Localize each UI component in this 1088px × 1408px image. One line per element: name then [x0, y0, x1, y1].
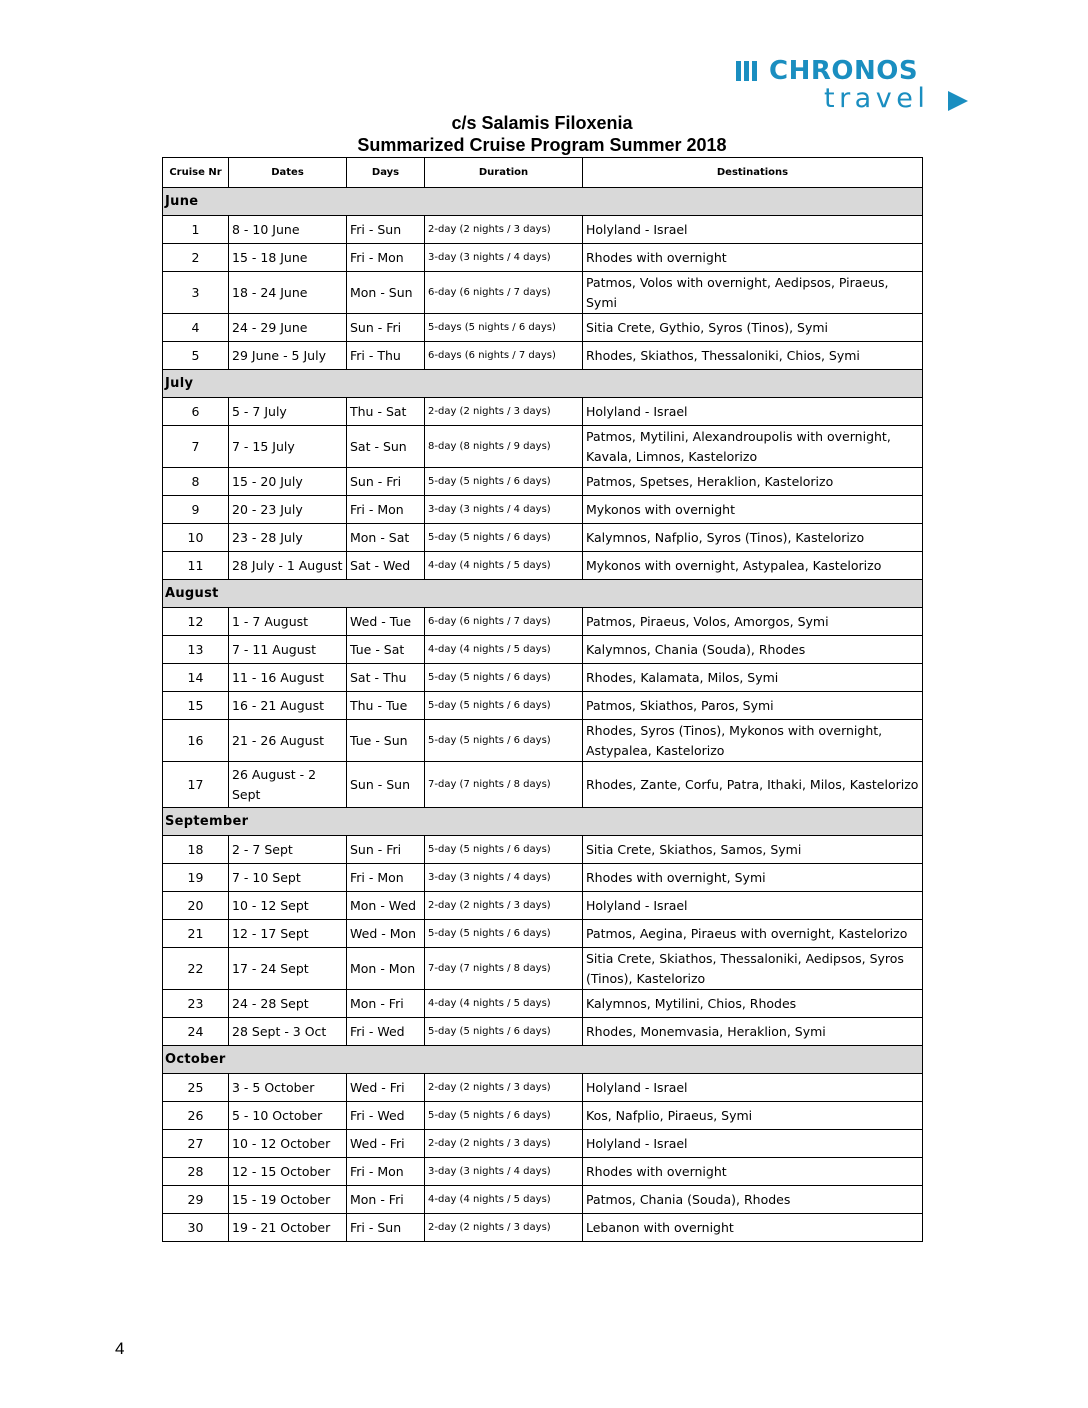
dates-cell: 15 - 19 October — [229, 1186, 347, 1214]
duration-cell: 8-day (8 nights / 9 days) — [425, 426, 583, 468]
dates-cell: 2 - 7 Sept — [229, 836, 347, 864]
table-row — [163, 664, 923, 692]
cruise-nr-cell: 11 — [163, 552, 229, 580]
dates-cell: 29 June - 5 July — [229, 342, 347, 370]
month-row-august — [163, 580, 923, 608]
duration-cell: 5-day (5 nights / 6 days) — [425, 1018, 583, 1046]
cruise-nr-cell: 13 — [163, 636, 229, 664]
table-row — [163, 1074, 923, 1102]
table-row — [163, 342, 923, 370]
chronos-travel-logo — [736, 56, 976, 116]
dates-cell: 15 - 18 June — [229, 244, 347, 272]
cruise-nr-cell: 8 — [163, 468, 229, 496]
dates-cell: 7 - 10 Sept — [229, 864, 347, 892]
cruise-nr-cell: 23 — [163, 990, 229, 1018]
days-cell: Wed - Mon — [347, 920, 425, 948]
dates-cell: 7 - 11 August — [229, 636, 347, 664]
cruise-nr-cell: 29 — [163, 1186, 229, 1214]
table-row — [163, 864, 923, 892]
cruise-nr-cell: 6 — [163, 398, 229, 426]
days-cell: Fri - Thu — [347, 342, 425, 370]
duration-cell: 3-day (3 nights / 4 days) — [425, 244, 583, 272]
page-number: 4 — [115, 1339, 125, 1358]
table-row — [163, 720, 923, 762]
table-row — [163, 762, 923, 808]
header-destinations: Destinations — [583, 158, 923, 188]
destinations-cell: Kalymnos, Nafplio, Syros (Tinos), Kastelorizo — [583, 524, 923, 552]
table-row — [163, 608, 923, 636]
dates-cell: 24 - 29 June — [229, 314, 347, 342]
destinations-cell: Patmos, Volos with overnight, Aedipsos, Piraeus, Symi — [583, 272, 923, 314]
days-cell: Sat - Thu — [347, 664, 425, 692]
table-row — [163, 524, 923, 552]
destinations-cell: Rhodes, Monemvasia, Heraklion, Symi — [583, 1018, 923, 1046]
table-row — [163, 636, 923, 664]
duration-cell: 4-day (4 nights / 5 days) — [425, 990, 583, 1018]
duration-cell: 5-day (5 nights / 6 days) — [425, 692, 583, 720]
cruise-nr-cell: 14 — [163, 664, 229, 692]
month-label: October — [163, 1046, 923, 1074]
destinations-cell: Holyland - Israel — [583, 892, 923, 920]
cruise-nr-cell: 30 — [163, 1214, 229, 1242]
duration-cell: 3-day (3 nights / 4 days) — [425, 1158, 583, 1186]
month-row-july — [163, 370, 923, 398]
duration-cell: 2-day (2 nights / 3 days) — [425, 892, 583, 920]
month-label: August — [163, 580, 923, 608]
cruise-nr-cell: 15 — [163, 692, 229, 720]
duration-cell: 2-day (2 nights / 3 days) — [425, 1214, 583, 1242]
destinations-cell: Rhodes, Zante, Corfu, Patra, Ithaki, Milos, Kastelorizo — [583, 762, 923, 808]
cruise-nr-cell: 10 — [163, 524, 229, 552]
logo-arrow-icon — [948, 91, 968, 111]
days-cell: Sun - Sun — [347, 762, 425, 808]
table-header-row — [163, 158, 923, 188]
days-cell: Fri - Wed — [347, 1102, 425, 1130]
table-row — [163, 948, 923, 990]
destinations-cell: Sitia Crete, Skiathos, Thessaloniki, Aedipsos, Syros (Tinos), Kastelorizo — [583, 948, 923, 990]
duration-cell: 3-day (3 nights / 4 days) — [425, 864, 583, 892]
dates-cell: 5 - 7 July — [229, 398, 347, 426]
cruise-nr-cell: 7 — [163, 426, 229, 468]
destinations-cell: Patmos, Aegina, Piraeus with overnight, Kastelorizo — [583, 920, 923, 948]
month-row-september — [163, 808, 923, 836]
days-cell: Mon - Sun — [347, 272, 425, 314]
dates-cell: 11 - 16 August — [229, 664, 347, 692]
destinations-cell: Rhodes, Kalamata, Milos, Symi — [583, 664, 923, 692]
table-row — [163, 920, 923, 948]
days-cell: Fri - Mon — [347, 496, 425, 524]
duration-cell: 7-day (7 nights / 8 days) — [425, 762, 583, 808]
table-row — [163, 836, 923, 864]
cruise-nr-cell: 18 — [163, 836, 229, 864]
days-cell: Fri - Mon — [347, 1158, 425, 1186]
days-cell: Fri - Mon — [347, 864, 425, 892]
dates-cell: 19 - 21 October — [229, 1214, 347, 1242]
duration-cell: 2-day (2 nights / 3 days) — [425, 1074, 583, 1102]
duration-cell: 5-day (5 nights / 6 days) — [425, 1102, 583, 1130]
table-row — [163, 692, 923, 720]
dates-cell: 17 - 24 Sept — [229, 948, 347, 990]
dates-cell: 7 - 15 July — [229, 426, 347, 468]
dates-cell: 8 - 10 June — [229, 216, 347, 244]
table-row — [163, 1158, 923, 1186]
cruise-nr-cell: 19 — [163, 864, 229, 892]
dates-cell: 18 - 24 June — [229, 272, 347, 314]
table-row — [163, 468, 923, 496]
month-row-october — [163, 1046, 923, 1074]
duration-cell: 5-day (5 nights / 6 days) — [425, 836, 583, 864]
table-row — [163, 1186, 923, 1214]
cruise-nr-cell: 22 — [163, 948, 229, 990]
dates-cell: 20 - 23 July — [229, 496, 347, 524]
dates-cell: 28 Sept - 3 Oct — [229, 1018, 347, 1046]
header-cruise-nr: Cruise Nr — [163, 158, 229, 188]
days-cell: Fri - Wed — [347, 1018, 425, 1046]
destinations-cell: Kalymnos, Mytilini, Chios, Rhodes — [583, 990, 923, 1018]
cruise-nr-cell: 25 — [163, 1074, 229, 1102]
duration-cell: 6-days (6 nights / 7 days) — [425, 342, 583, 370]
duration-cell: 5-day (5 nights / 6 days) — [425, 468, 583, 496]
days-cell: Sat - Wed — [347, 552, 425, 580]
month-row-june — [163, 188, 923, 216]
table-row — [163, 1214, 923, 1242]
destinations-cell: Patmos, Piraeus, Volos, Amorgos, Symi — [583, 608, 923, 636]
cruise-nr-cell: 20 — [163, 892, 229, 920]
table-row — [163, 398, 923, 426]
duration-cell: 4-day (4 nights / 5 days) — [425, 636, 583, 664]
duration-cell: 2-day (2 nights / 3 days) — [425, 398, 583, 426]
table-row — [163, 216, 923, 244]
destinations-cell: Sitia Crete, Gythio, Syros (Tinos), Symi — [583, 314, 923, 342]
destinations-cell: Kalymnos, Chania (Souda), Rhodes — [583, 636, 923, 664]
logo-word-travel: travel — [824, 83, 930, 114]
cruise-nr-cell: 21 — [163, 920, 229, 948]
days-cell: Sat - Sun — [347, 426, 425, 468]
destinations-cell: Holyland - Israel — [583, 216, 923, 244]
month-label: September — [163, 808, 923, 836]
days-cell: Mon - Sat — [347, 524, 425, 552]
dates-cell: 15 - 20 July — [229, 468, 347, 496]
logo-bars-icon — [736, 61, 764, 81]
table-row — [163, 1018, 923, 1046]
table-row — [163, 272, 923, 314]
logo-word-chronos: CHRONOS — [769, 56, 919, 86]
header-duration: Duration — [425, 158, 583, 188]
dates-cell: 28 July - 1 August — [229, 552, 347, 580]
duration-cell: 5-day (5 nights / 6 days) — [425, 920, 583, 948]
days-cell: Mon - Mon — [347, 948, 425, 990]
dates-cell: 21 - 26 August — [229, 720, 347, 762]
days-cell: Wed - Tue — [347, 608, 425, 636]
cruise-nr-cell: 17 — [163, 762, 229, 808]
cruise-nr-cell: 24 — [163, 1018, 229, 1046]
duration-cell: 4-day (4 nights / 5 days) — [425, 552, 583, 580]
dates-cell: 1 - 7 August — [229, 608, 347, 636]
dates-cell: 23 - 28 July — [229, 524, 347, 552]
duration-cell: 5-day (5 nights / 6 days) — [425, 524, 583, 552]
table-row — [163, 990, 923, 1018]
dates-cell: 26 August - 2 Sept — [229, 762, 347, 808]
days-cell: Fri - Sun — [347, 216, 425, 244]
days-cell: Fri - Mon — [347, 244, 425, 272]
duration-cell: 5-day (5 nights / 6 days) — [425, 720, 583, 762]
destinations-cell: Holyland - Israel — [583, 1130, 923, 1158]
table-row — [163, 496, 923, 524]
cruise-program-table — [162, 157, 923, 1242]
table-row — [163, 892, 923, 920]
cruise-nr-cell: 5 — [163, 342, 229, 370]
cruise-nr-cell: 9 — [163, 496, 229, 524]
days-cell: Wed - Fri — [347, 1074, 425, 1102]
days-cell: Mon - Fri — [347, 990, 425, 1018]
header-dates: Dates — [229, 158, 347, 188]
duration-cell: 4-day (4 nights / 5 days) — [425, 1186, 583, 1214]
table-row — [163, 314, 923, 342]
cruise-nr-cell: 2 — [163, 244, 229, 272]
destinations-cell: Mykonos with overnight — [583, 496, 923, 524]
duration-cell: 5-days (5 nights / 6 days) — [425, 314, 583, 342]
destinations-cell: Patmos, Spetses, Heraklion, Kastelorizo — [583, 468, 923, 496]
destinations-cell: Rhodes with overnight — [583, 244, 923, 272]
cruise-nr-cell: 26 — [163, 1102, 229, 1130]
dates-cell: 16 - 21 August — [229, 692, 347, 720]
duration-cell: 7-day (7 nights / 8 days) — [425, 948, 583, 990]
dates-cell: 12 - 17 Sept — [229, 920, 347, 948]
duration-cell: 6-day (6 nights / 7 days) — [425, 608, 583, 636]
duration-cell: 5-day (5 nights / 6 days) — [425, 664, 583, 692]
duration-cell: 6-day (6 nights / 7 days) — [425, 272, 583, 314]
dates-cell: 5 - 10 October — [229, 1102, 347, 1130]
destinations-cell: Mykonos with overnight, Astypalea, Kastelorizo — [583, 552, 923, 580]
destinations-cell: Holyland - Israel — [583, 398, 923, 426]
destinations-cell: Patmos, Skiathos, Paros, Symi — [583, 692, 923, 720]
table-row — [163, 552, 923, 580]
dates-cell: 12 - 15 October — [229, 1158, 347, 1186]
days-cell: Mon - Wed — [347, 892, 425, 920]
days-cell: Wed - Fri — [347, 1130, 425, 1158]
table-row — [163, 426, 923, 468]
days-cell: Sun - Fri — [347, 468, 425, 496]
duration-cell: 2-day (2 nights / 3 days) — [425, 216, 583, 244]
header-days: Days — [347, 158, 425, 188]
days-cell: Sun - Fri — [347, 314, 425, 342]
cruise-nr-cell: 4 — [163, 314, 229, 342]
days-cell: Thu - Sat — [347, 398, 425, 426]
table-row — [163, 244, 923, 272]
destinations-cell: Kos, Nafplio, Piraeus, Symi — [583, 1102, 923, 1130]
cruise-nr-cell: 1 — [163, 216, 229, 244]
dates-cell: 3 - 5 October — [229, 1074, 347, 1102]
table-row — [163, 1130, 923, 1158]
document-subtitle: Summarized Cruise Program Summer 2018 — [357, 135, 727, 155]
days-cell: Sun - Fri — [347, 836, 425, 864]
table-row — [163, 1102, 923, 1130]
table-body — [163, 188, 923, 1242]
dates-cell: 10 - 12 Sept — [229, 892, 347, 920]
cruise-nr-cell: 28 — [163, 1158, 229, 1186]
month-label: June — [163, 188, 923, 216]
destinations-cell: Patmos, Chania (Souda), Rhodes — [583, 1186, 923, 1214]
days-cell: Tue - Sun — [347, 720, 425, 762]
destinations-cell: Holyland - Israel — [583, 1074, 923, 1102]
days-cell: Tue - Sat — [347, 636, 425, 664]
duration-cell: 3-day (3 nights / 4 days) — [425, 496, 583, 524]
days-cell: Thu - Tue — [347, 692, 425, 720]
destinations-cell: Sitia Crete, Skiathos, Samos, Symi — [583, 836, 923, 864]
duration-cell: 2-day (2 nights / 3 days) — [425, 1130, 583, 1158]
cruise-nr-cell: 27 — [163, 1130, 229, 1158]
month-label: July — [163, 370, 923, 398]
cruise-nr-cell: 16 — [163, 720, 229, 762]
cruise-nr-cell: 3 — [163, 272, 229, 314]
days-cell: Mon - Fri — [347, 1186, 425, 1214]
destinations-cell: Rhodes with overnight — [583, 1158, 923, 1186]
destinations-cell: Rhodes with overnight, Symi — [583, 864, 923, 892]
destinations-cell: Rhodes, Syros (Tinos), Mykonos with overnight, Astypalea, Kastelorizo — [583, 720, 923, 762]
destinations-cell: Lebanon with overnight — [583, 1214, 923, 1242]
days-cell: Fri - Sun — [347, 1214, 425, 1242]
document-title: c/s Salamis Filoxenia — [451, 113, 633, 133]
cruise-nr-cell: 12 — [163, 608, 229, 636]
destinations-cell: Patmos, Mytilini, Alexandroupolis with overnight, Kavala, Limnos, Kastelorizo — [583, 426, 923, 468]
dates-cell: 24 - 28 Sept — [229, 990, 347, 1018]
dates-cell: 10 - 12 October — [229, 1130, 347, 1158]
destinations-cell: Rhodes, Skiathos, Thessaloniki, Chios, Symi — [583, 342, 923, 370]
